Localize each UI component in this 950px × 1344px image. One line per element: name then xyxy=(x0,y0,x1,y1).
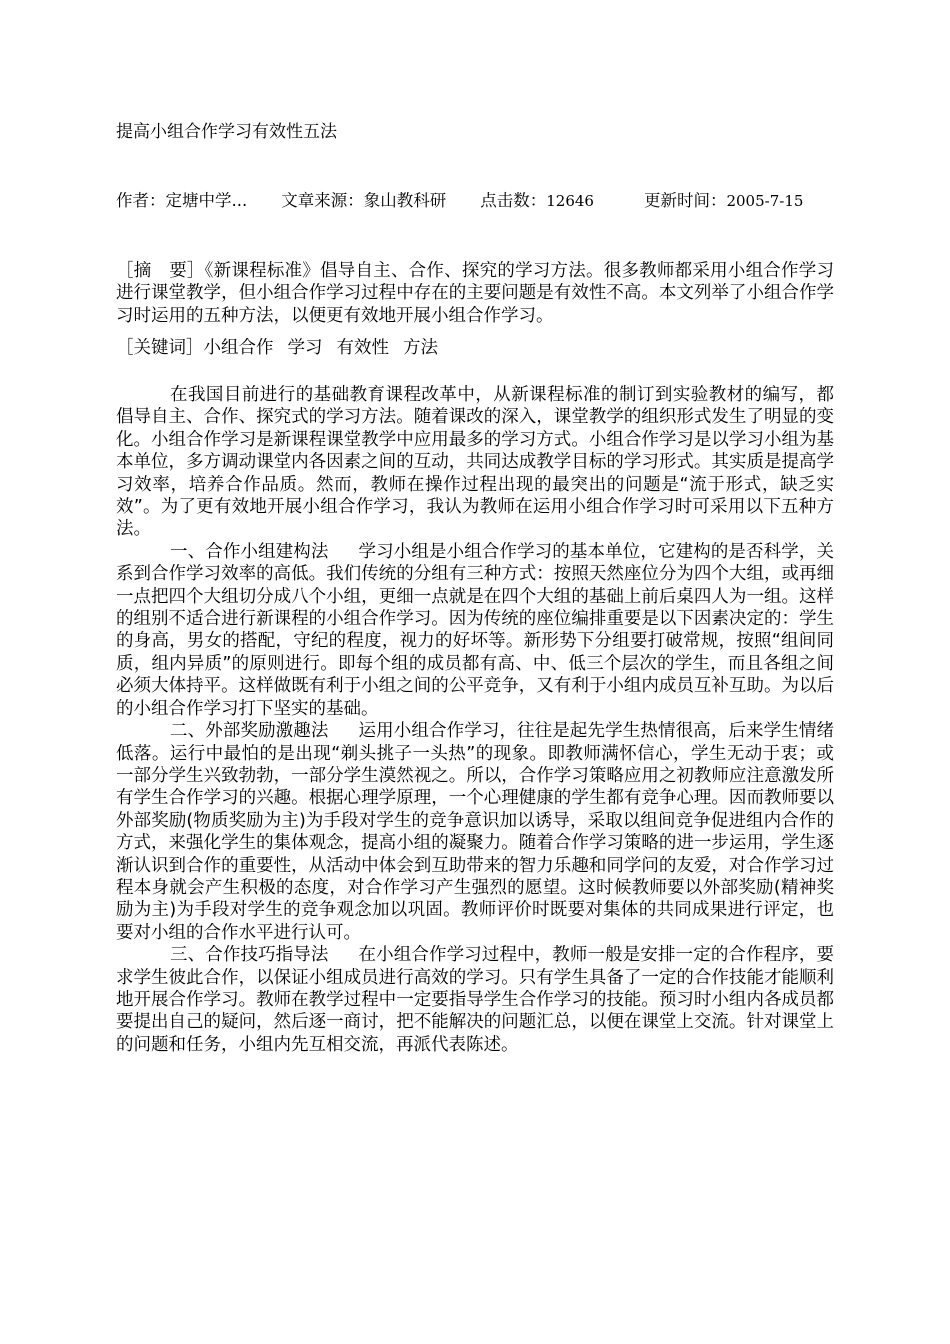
source-value: 象山教科研 xyxy=(363,191,447,210)
paragraph-text: 运用小组合作学习，往往是起先学生热情很高，后来学生情绪低落。运行中最怕的是出现“剃头挑子一头热”的现象。即教师满怀信心，学生无动于衷；或一部分学生兴致勃勃，一部分学生漠然视之。所以，合作学习策略应用之初教师应注意激发所有学生合作学习的兴趣。根据心理学原理，一个心理健康的学生都有竞争心理。因而教师要以外部奖励(物质奖励为主)为手段对学生的竞争意识加以诱导，采取以组间竞争促进组内合作的方式，来强化学生的集体观念，提高小组的凝聚力。随着合作学习策略的进一步运用，学生逐渐认识到合作的重要性，从活动中体会到互助带来的智力乐趣和同学问的友爱，对合作学习过程本身就会产生积极的态度，对合作学习产生强烈的愿望。这时候教师要以外部奖励(精神奖励为主)为手段对学生的竞争观念加以巩固。教师评价时既要对集体的共同成果进行评定，也要对小组的合作水平进行认可。 xyxy=(116,721,835,943)
hits-label: 点击数： xyxy=(480,191,547,210)
hits-value: 12646 xyxy=(546,192,594,210)
updated-value: 2005-7-15 xyxy=(726,192,804,210)
article-body xyxy=(116,384,834,1056)
author-value: 定塘中学... xyxy=(165,191,248,210)
keyword: 有效性 xyxy=(336,338,389,358)
paragraph-text: 在小组合作学习过程中，教师一般是安排一定的合作程序，要求学生彼此合作，以保证小组成员进行高效的学习。只有学生具备了一定的合作技能才能顺利地开展合作学习。教师在教学过程中一定要指导学生合作学习的技能。预习时小组内各成员都要提出自己的疑问，然后逐一商讨，把不能解决的问题汇总，以便在课堂上交流。针对课堂上的问题和任务，小组内先互相交流，再派代表陈述。 xyxy=(116,945,835,1055)
section-paragraph xyxy=(116,944,834,1056)
paragraph-text: 学习小组是小组合作学习的基本单位，它建构的是否科学，关系到合作学习效率的高低。我们传统的分组有三种方式：按照天然座位分为四个大组，或再细一点把四个大组切分成八个小组，更细一点就是在四个大组的基础上前后桌四人为一组。这样的组别不适合进行新课程的小组合作学习。因为传统的座位编排重要是以下因素决定的：学生的身高，男女的搭配，守纪的程度，视力的好坏等。新形势下分组要打破常规，按照“组间同质，组内异质”的原则进行。即每个组的成员都有高、中、低三个层次的学生，而且各组之间必须大体持平。这样做既有利于小组之间的公平竞争，又有利于小组内成员互补互助。为以后的小组合作学习打下坚实的基础。 xyxy=(116,541,835,719)
intro-paragraph xyxy=(116,384,834,541)
article-meta xyxy=(116,190,836,212)
keyword: 小组合作 xyxy=(203,338,274,358)
keywords-line xyxy=(116,337,834,359)
source-label: 文章来源： xyxy=(281,191,364,210)
keywords-label: ［关键词］ xyxy=(116,338,204,358)
section-paragraph xyxy=(116,541,834,720)
section-heading: 一、合作小组建构法 xyxy=(170,541,329,562)
paragraph-text: 在我国目前进行的基础教育课程改革中，从新课程标准的制订到实验教材的编写，都倡导自主、合作、探究式的学习方法。随着课改的深入，课堂教学的组织形式发生了明显的变化。小组合作学习是新课程课堂教学中应用最多的学习方式。小组合作学习是以学习小组为基本单位，多方调动课堂内各因素之间的互动，共同达成教学目标的学习形式。其实质是提高学习效率，培养合作品质。然而，教师在操作过程出现的最突出的问题是“流于形式，缺乏实效”。为了更有效地开展小组合作学习，我认为教师在运用小组合作学习时可采用以下五种方法。 xyxy=(116,385,834,540)
keyword: 方法 xyxy=(403,338,438,358)
section-heading: 二、外部奖励激趣法 xyxy=(170,721,329,742)
section-heading: 三、合作技巧指导法 xyxy=(170,945,329,966)
abstract: ［摘 要］《新课程标准》倡导自主、合作、探究的学习方法。很多教师都采用小组合作学习进行课堂教学，但小组合作学习过程中存在的主要问题是有效性不高。本文列举了小组合作学习时运用的五种方法，以便更有效地开展小组合作学习。 xyxy=(116,261,834,326)
keyword: 学习 xyxy=(287,338,323,358)
updated-label: 更新时间： xyxy=(643,191,727,210)
section-paragraph xyxy=(116,720,834,944)
document-title: 提高小组合作学习有效性五法 xyxy=(116,122,337,142)
author-label: 作者： xyxy=(116,191,166,210)
